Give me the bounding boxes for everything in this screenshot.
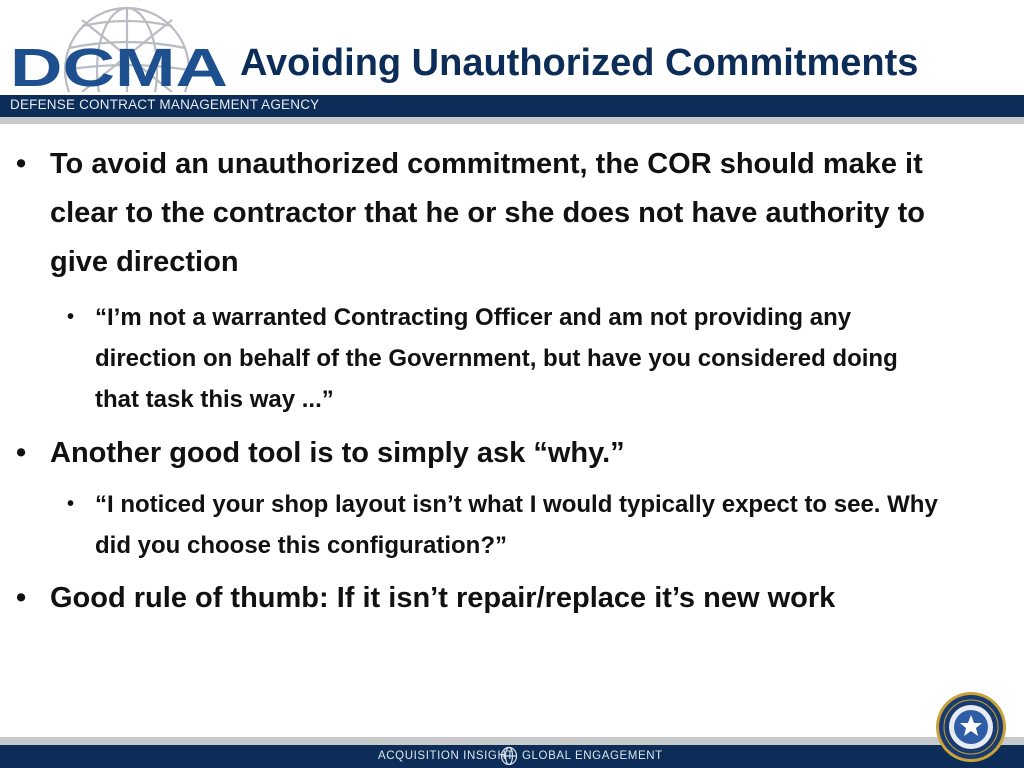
bullet-text: Another good tool is to simply ask “why.” <box>50 437 625 469</box>
bullet-text: To avoid an unauthorized commitment, the COR should make it clear to the contractor that he or she does not have authority to give direction <box>50 148 925 278</box>
bullet-icon: • <box>16 148 27 180</box>
globe-small-icon <box>500 746 518 766</box>
slide-header <box>0 0 1024 124</box>
bullet-item <box>16 429 980 478</box>
sub-bullet-item <box>67 297 945 420</box>
bullet-item <box>16 574 980 623</box>
agency-name: DEFENSE CONTRACT MANAGEMENT AGENCY <box>10 97 320 112</box>
slide-title: Avoiding Unauthorized Commitments <box>240 42 919 84</box>
footer-divider <box>0 737 1024 745</box>
svg-text:DCMA: DCMA <box>10 44 229 90</box>
sub-bullet-text: “I noticed your shop layout isn’t what I would typically expect to see. Why did you choose this configuration?” <box>95 491 938 559</box>
tagline-left: ACQUISITION INSIGHT <box>378 750 514 762</box>
bullet-text: Good rule of thumb: If it isn’t repair/replace it’s new work <box>50 582 836 614</box>
bullet-icon: • <box>67 306 75 328</box>
dcma-logo <box>10 44 230 90</box>
bullet-item <box>16 140 980 287</box>
sub-bullet-item <box>67 484 945 566</box>
bullet-icon: • <box>16 582 27 614</box>
header-divider <box>0 117 1024 124</box>
sub-bullet-text: “I’m not a warranted Contracting Officer and am not providing any direction on behalf of the Government, but have you considered doing that task this way ...” <box>95 304 898 413</box>
bullet-icon: • <box>67 493 75 515</box>
agency-seal <box>935 691 1007 763</box>
bullet-icon: • <box>16 437 27 469</box>
tagline-right: GLOBAL ENGAGEMENT <box>522 750 663 762</box>
